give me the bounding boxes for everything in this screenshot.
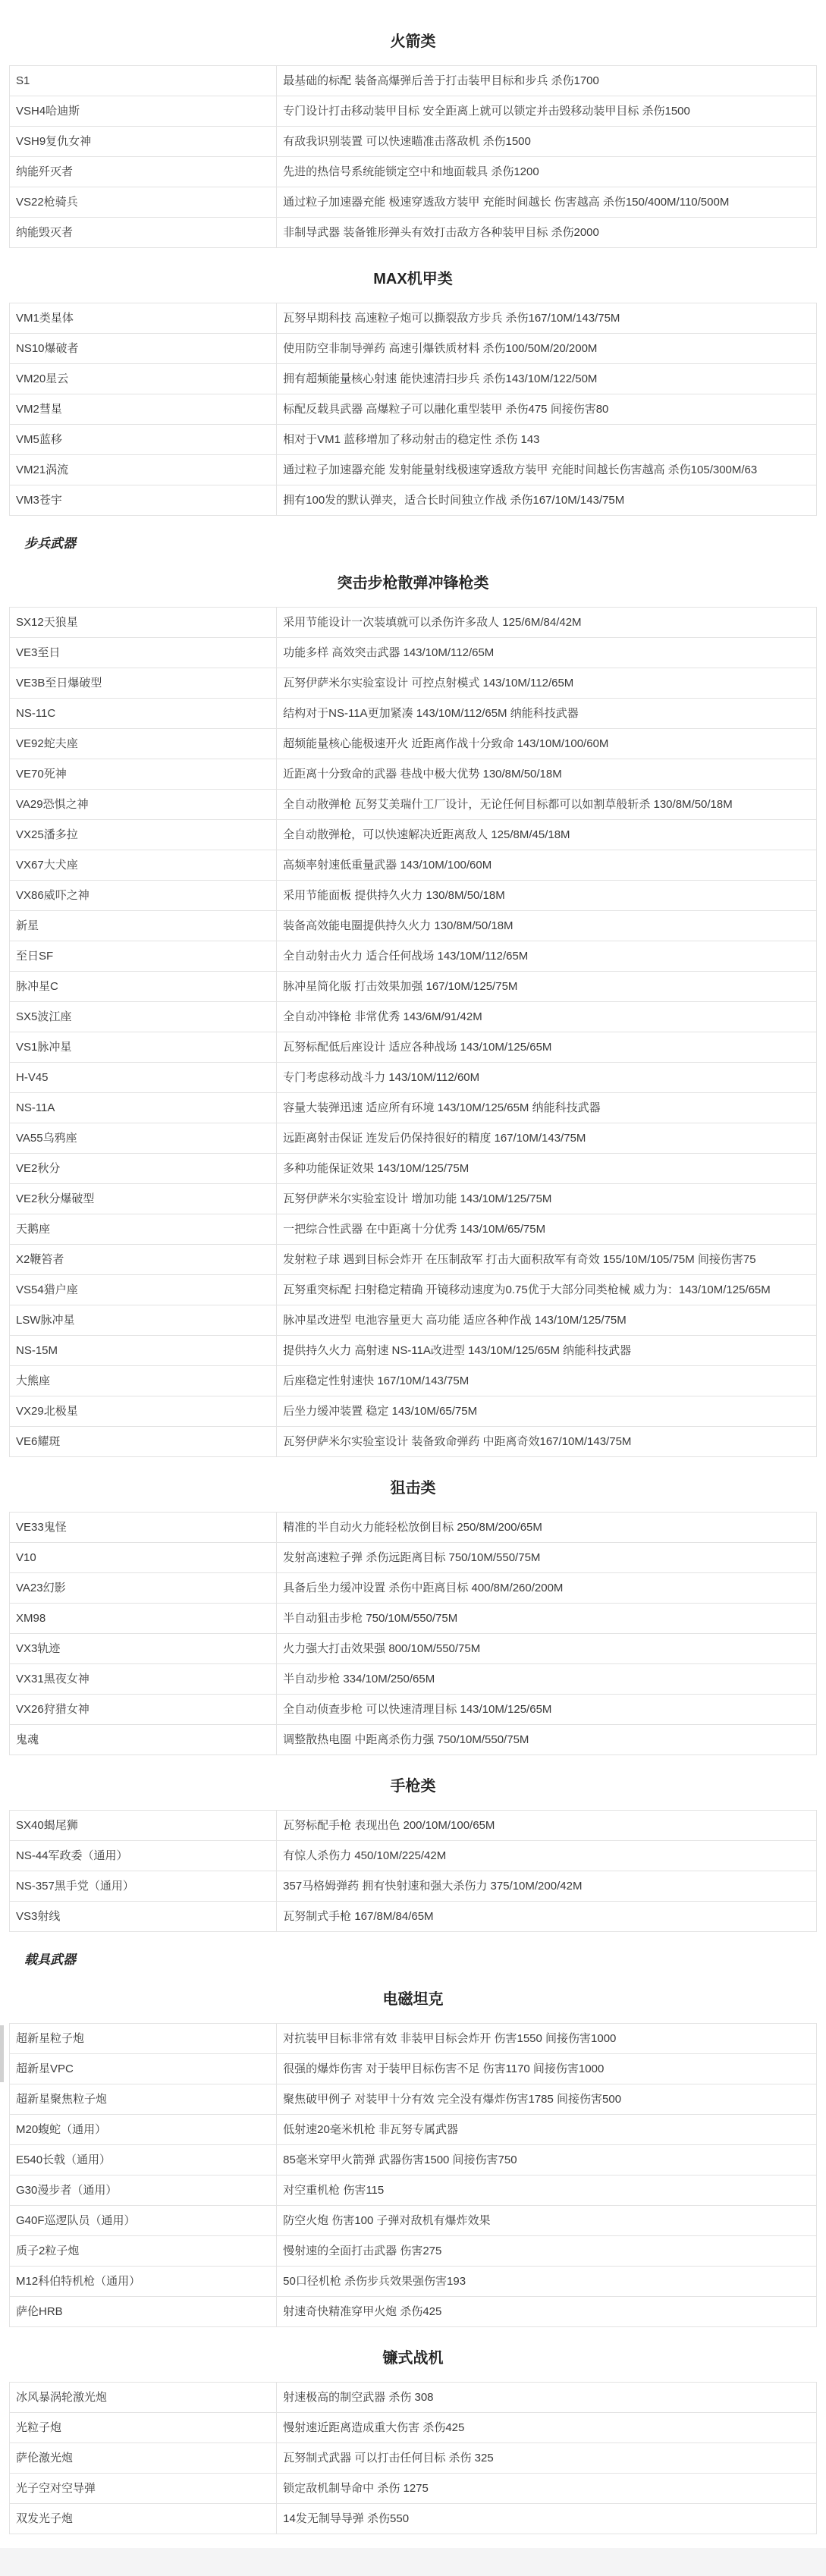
section-heading: 火箭类 <box>390 33 436 50</box>
weapon-desc-cell: 有惊人杀伤力 450/10M/225/42M <box>277 1841 817 1871</box>
weapon-name-cell: 天鹅座 <box>10 1214 277 1245</box>
weapon-name-cell: 冰风暴涡轮激光炮 <box>10 2383 277 2413</box>
weapon-desc-cell: 脉冲星改进型 电池容量更大 高功能 适应各种作战 143/10M/125/75M <box>277 1305 817 1336</box>
weapon-desc-cell: 具备后坐力缓冲设置 杀伤中距离目标 400/8M/260/200M <box>277 1573 817 1604</box>
weapon-desc-cell: 标配反载具武器 高爆粒子可以融化重型装甲 杀伤475 间接伤害80 <box>277 394 817 425</box>
weapon-desc-cell: 调整散热电圈 中距离杀伤力强 750/10M/550/75M <box>277 1725 817 1755</box>
table-row <box>10 2175 817 2206</box>
table-row <box>10 157 817 187</box>
table-row <box>10 638 817 668</box>
weapon-table <box>9 2023 817 2327</box>
table-row <box>10 881 817 911</box>
table-row <box>10 2474 817 2504</box>
table-row <box>10 790 817 820</box>
table-row <box>10 2267 817 2297</box>
weapon-name-cell: 超新星聚焦粒子炮 <box>10 2084 277 2115</box>
table-row <box>10 1245 817 1275</box>
weapon-name-cell: VS54猎户座 <box>10 1275 277 1305</box>
weapon-desc-cell: 发射粒子球 遇到目标会炸开 在压制敌军 打击大面积敌军有奇效 155/10M/105/75M 间接伤害75 <box>277 1245 817 1275</box>
table-row <box>10 820 817 850</box>
weapon-desc-cell: 瓦努重突标配 扫射稳定精确 开镜移动速度为0.75优于大部分同类枪械 威力为：143/10M/125/65M <box>277 1275 817 1305</box>
weapon-name-cell: VS1脉冲星 <box>10 1032 277 1063</box>
table-row <box>10 1093 817 1123</box>
table-row <box>10 1902 817 1932</box>
weapon-name-cell: 质子2粒子炮 <box>10 2236 277 2267</box>
weapon-name-cell: NS-44军政委（通用） <box>10 1841 277 1871</box>
table-row <box>10 2206 817 2236</box>
weapon-name-cell: 纳能歼灭者 <box>10 157 277 187</box>
weapon-desc-cell: 低射速20毫米机枪 非瓦努专属武器 <box>277 2115 817 2145</box>
table-row <box>10 1871 817 1902</box>
weapon-name-cell: NS-11A <box>10 1093 277 1123</box>
weapon-desc-cell: 使用防空非制导弹药 高速引爆铁质材料 杀伤100/50M/20/200M <box>277 334 817 364</box>
weapon-desc-cell: 超频能量核心能极速开火 近距离作战十分致命 143/10M/100/60M <box>277 729 817 759</box>
table-row <box>10 1123 817 1154</box>
weapon-name-cell: S1 <box>10 66 277 96</box>
weapon-desc-cell: 脉冲星简化版 打击效果加强 167/10M/125/75M <box>277 972 817 1002</box>
table-row <box>10 187 817 218</box>
weapon-name-cell: VE3B至日爆破型 <box>10 668 277 699</box>
table-row <box>10 1184 817 1214</box>
weapon-desc-cell: 拥有超频能量核心射速 能快速清扫步兵 杀伤143/10M/122/50M <box>277 364 817 394</box>
section-heading: 突击步枪散弹冲锋枪类 <box>337 575 489 592</box>
weapon-desc-cell: 有敌我识别装置 可以快速瞄准击落敌机 杀伤1500 <box>277 127 817 157</box>
weapon-name-cell: 光子空对空导弹 <box>10 2474 277 2504</box>
weapon-name-cell: VX26狩猎女神 <box>10 1695 277 1725</box>
weapon-desc-cell: 非制导武器 装备锥形弹头有效打击敌方各种装甲目标 杀伤2000 <box>277 218 817 248</box>
table-row <box>10 2504 817 2534</box>
table-row <box>10 608 817 638</box>
table-row <box>10 1604 817 1634</box>
weapon-name-cell: VE6耀斑 <box>10 1427 277 1457</box>
weapon-name-cell: VX25潘多拉 <box>10 820 277 850</box>
weapon-name-cell: E540长戟（通用） <box>10 2145 277 2175</box>
table-row <box>10 2297 817 2327</box>
table-row <box>10 1366 817 1396</box>
table-row <box>10 1032 817 1063</box>
weapon-name-cell: M20蝮蛇（通用） <box>10 2115 277 2145</box>
table-row <box>10 425 817 455</box>
weapon-desc-cell: 通过粒子加速器充能 发射能量射线极速穿透敌方装甲 充能时间越长伤害越高 杀伤105/300M/63 <box>277 455 817 485</box>
table-row <box>10 2383 817 2413</box>
weapon-name-cell: VE2秋分爆破型 <box>10 1184 277 1214</box>
table-row <box>10 699 817 729</box>
table-row <box>10 96 817 127</box>
scrollbar-fragment[interactable] <box>0 2025 4 2082</box>
weapon-name-cell: 双发光子炮 <box>10 2504 277 2534</box>
weapon-name-cell: NS10爆破者 <box>10 334 277 364</box>
section-heading: 镰式战机 <box>382 2350 444 2367</box>
weapon-name-cell: 大熊座 <box>10 1366 277 1396</box>
weapon-desc-cell: 357马格姆弹药 拥有快射速和强大杀伤力 375/10M/200/42M <box>277 1871 817 1902</box>
weapon-desc-cell: 锁定敌机制导命中 杀伤 1275 <box>277 2474 817 2504</box>
weapon-name-cell: V10 <box>10 1543 277 1573</box>
table-row <box>10 1811 817 1841</box>
table-row <box>10 394 817 425</box>
section-side-label: 载具武器 <box>24 1952 76 1967</box>
table-row <box>10 2443 817 2474</box>
weapon-desc-cell: 85毫米穿甲火箭弹 武器伤害1500 间接伤害750 <box>277 2145 817 2175</box>
weapon-name-cell: VA29恐惧之神 <box>10 790 277 820</box>
table-row <box>10 1664 817 1695</box>
weapon-name-cell: VSH9复仇女神 <box>10 127 277 157</box>
weapon-desc-cell: 全自动散弹枪，可以快速解决近距离敌人 125/8M/45/18M <box>277 820 817 850</box>
weapon-desc-cell: 聚焦破甲例子 对装甲十分有效 完全没有爆炸伤害1785 间接伤害500 <box>277 2084 817 2115</box>
weapon-desc-cell: 采用节能面板 提供持久火力 130/8M/50/18M <box>277 881 817 911</box>
weapon-desc-cell: 火力强大打击效果强 800/10M/550/75M <box>277 1634 817 1664</box>
table-row <box>10 2024 817 2054</box>
table-row <box>10 2115 817 2145</box>
weapon-table <box>9 1512 817 1755</box>
weapon-desc-cell: 半自动步枪 334/10M/250/65M <box>277 1664 817 1695</box>
table-row <box>10 364 817 394</box>
weapon-name-cell: XM98 <box>10 1604 277 1634</box>
weapon-desc-cell: 近距离十分致命的武器 巷战中极大优势 130/8M/50/18M <box>277 759 817 790</box>
weapon-desc-cell: 瓦努早期科技 高速粒子炮可以撕裂敌方步兵 杀伤167/10M/143/75M <box>277 303 817 334</box>
table-row <box>10 1427 817 1457</box>
weapon-desc-cell: 瓦努伊萨米尔实验室设计 可控点射模式 143/10M/112/65M <box>277 668 817 699</box>
table-row <box>10 1305 817 1336</box>
weapon-table <box>9 303 817 516</box>
weapon-name-cell: VM1类星体 <box>10 303 277 334</box>
weapon-name-cell: 超新星粒子炮 <box>10 2024 277 2054</box>
weapon-name-cell: VS3射线 <box>10 1902 277 1932</box>
weapon-name-cell: 萨伦HRB <box>10 2297 277 2327</box>
weapon-name-cell: 新星 <box>10 911 277 941</box>
table-row <box>10 1154 817 1184</box>
weapon-name-cell: 光粒子炮 <box>10 2413 277 2443</box>
weapon-name-cell: 超新星VPC <box>10 2054 277 2084</box>
section-heading: 手枪类 <box>390 1778 436 1795</box>
weapon-name-cell: G40F巡逻队员（通用） <box>10 2206 277 2236</box>
weapon-name-cell: VX67大犬座 <box>10 850 277 881</box>
table-row <box>10 1573 817 1604</box>
weapon-desc-cell: 全自动射击火力 适合任何战场 143/10M/112/65M <box>277 941 817 972</box>
table-row <box>10 2054 817 2084</box>
weapon-desc-cell: 14发无制导导弹 杀伤550 <box>277 2504 817 2534</box>
table-row <box>10 127 817 157</box>
weapon-table <box>9 2382 817 2534</box>
weapon-name-cell: SX40蝎尾狮 <box>10 1811 277 1841</box>
weapon-name-cell: VM3苍宇 <box>10 485 277 516</box>
table-row <box>10 485 817 516</box>
weapon-desc-cell: 通过粒子加速器充能 极速穿透敌方装甲 充能时间越长 伤害越高 杀伤150/400M/110/500M <box>277 187 817 218</box>
weapon-desc-cell: 一把综合性武器 在中距离十分优秀 143/10M/65/75M <box>277 1214 817 1245</box>
weapon-name-cell: SX12天狼星 <box>10 608 277 638</box>
weapon-desc-cell: 射速奇快精准穿甲火炮 杀伤425 <box>277 2297 817 2327</box>
table-row <box>10 1214 817 1245</box>
weapon-desc-cell: 先进的热信号系统能锁定空中和地面载具 杀伤1200 <box>277 157 817 187</box>
table-row <box>10 668 817 699</box>
table-row <box>10 303 817 334</box>
weapon-name-cell: VX86威吓之神 <box>10 881 277 911</box>
weapon-name-cell: VE33鬼怪 <box>10 1513 277 1543</box>
weapon-desc-cell: 瓦努标配低后座设计 适应各种战场 143/10M/125/65M <box>277 1032 817 1063</box>
weapon-desc-cell: 专门考虑移动战斗力 143/10M/112/60M <box>277 1063 817 1093</box>
weapon-name-cell: VM2彗星 <box>10 394 277 425</box>
weapon-desc-cell: 远距离射击保证 连发后仍保持很好的精度 167/10M/143/75M <box>277 1123 817 1154</box>
weapon-name-cell: VS22枪骑兵 <box>10 187 277 218</box>
weapon-desc-cell: 瓦努制式手枪 167/8M/84/65M <box>277 1902 817 1932</box>
table-row <box>10 759 817 790</box>
weapon-table <box>9 65 817 248</box>
weapon-desc-cell: 全自动侦查步枪 可以快速清理目标 143/10M/125/65M <box>277 1695 817 1725</box>
table-row <box>10 1841 817 1871</box>
weapon-name-cell: VE92蛇夫座 <box>10 729 277 759</box>
weapon-desc-cell: 瓦努制式武器 可以打击任何目标 杀伤 325 <box>277 2443 817 2474</box>
weapon-name-cell: 纳能毁灭者 <box>10 218 277 248</box>
weapon-desc-cell: 半自动狙击步枪 750/10M/550/75M <box>277 1604 817 1634</box>
weapon-name-cell: X2鞭笞者 <box>10 1245 277 1275</box>
table-row <box>10 1513 817 1543</box>
table-row <box>10 941 817 972</box>
weapon-desc-cell: 最基础的标配 装备高爆弹后善于打击装甲目标和步兵 杀伤1700 <box>277 66 817 96</box>
weapon-name-cell: 鬼魂 <box>10 1725 277 1755</box>
weapon-desc-cell: 相对于VM1 蓝移增加了移动射击的稳定性 杀伤 143 <box>277 425 817 455</box>
weapon-name-cell: VE2秋分 <box>10 1154 277 1184</box>
section-heading: 电磁坦克 <box>382 1991 444 2008</box>
table-row <box>10 2084 817 2115</box>
table-row <box>10 1275 817 1305</box>
weapon-name-cell: VM20星云 <box>10 364 277 394</box>
table-row <box>10 1002 817 1032</box>
weapon-desc-cell: 结构对于NS-11A更加紧凑 143/10M/112/65M 纳能科技武器 <box>277 699 817 729</box>
table-row <box>10 334 817 364</box>
weapon-table <box>9 1810 817 1932</box>
weapon-name-cell: M12科伯特机枪（通用） <box>10 2267 277 2297</box>
section-heading: 狙击类 <box>390 1480 436 1497</box>
table-row <box>10 1396 817 1427</box>
table-row <box>10 66 817 96</box>
weapon-name-cell: H-V45 <box>10 1063 277 1093</box>
weapon-desc-cell: 后坐力缓冲装置 稳定 143/10M/65/75M <box>277 1396 817 1427</box>
weapon-desc-cell: 慢射速的全面打击武器 伤害275 <box>277 2236 817 2267</box>
weapon-name-cell: VE70死神 <box>10 759 277 790</box>
weapon-name-cell: NS-15M <box>10 1336 277 1366</box>
weapon-name-cell: VX31黑夜女神 <box>10 1664 277 1695</box>
weapon-name-cell: VA55乌鸦座 <box>10 1123 277 1154</box>
section-heading: MAX机甲类 <box>373 271 453 287</box>
table-row <box>10 911 817 941</box>
table-row <box>10 850 817 881</box>
weapon-desc-cell: 发射高速粒子弹 杀伤远距离目标 750/10M/550/75M <box>277 1543 817 1573</box>
weapon-name-cell: VE3至日 <box>10 638 277 668</box>
table-row <box>10 218 817 248</box>
weapon-desc-cell: 瓦努标配手枪 表现出色 200/10M/100/65M <box>277 1811 817 1841</box>
table-row <box>10 1695 817 1725</box>
weapon-name-cell: LSW脉冲星 <box>10 1305 277 1336</box>
weapon-name-cell: VM21涡流 <box>10 455 277 485</box>
weapon-desc-cell: 精准的半自动火力能轻松放倒目标 250/8M/200/65M <box>277 1513 817 1543</box>
table-row <box>10 2145 817 2175</box>
weapon-desc-cell: 防空火炮 伤害100 子弹对敌机有爆炸效果 <box>277 2206 817 2236</box>
weapon-desc-cell: 全自动冲锋枪 非常优秀 143/6M/91/42M <box>277 1002 817 1032</box>
table-row <box>10 729 817 759</box>
weapon-desc-cell: 对抗装甲目标非常有效 非装甲目标会炸开 伤害1550 间接伤害1000 <box>277 2024 817 2054</box>
table-row <box>10 455 817 485</box>
weapon-desc-cell: 采用节能设计一次装填就可以杀伤许多敌人 125/6M/84/42M <box>277 608 817 638</box>
weapon-desc-cell: 功能多样 高效突击武器 143/10M/112/65M <box>277 638 817 668</box>
weapon-desc-cell: 装备高效能电圈提供持久火力 130/8M/50/18M <box>277 911 817 941</box>
weapon-desc-cell: 瓦努伊萨米尔实验室设计 增加功能 143/10M/125/75M <box>277 1184 817 1214</box>
weapon-desc-cell: 全自动散弹枪 瓦努艾美瑞什工厂设计，无论任何目标都可以如割草般斩杀 130/8M/50/18M <box>277 790 817 820</box>
weapon-name-cell: VM5蓝移 <box>10 425 277 455</box>
table-row <box>10 2236 817 2267</box>
weapon-desc-cell: 容量大装弹迅速 适应所有环境 143/10M/125/65M 纳能科技武器 <box>277 1093 817 1123</box>
weapon-name-cell: VX3轨迹 <box>10 1634 277 1664</box>
table-row <box>10 1725 817 1755</box>
weapon-desc-cell: 拥有100发的默认弹夹，适合长时间独立作战 杀伤167/10M/143/75M <box>277 485 817 516</box>
weapon-name-cell: G30漫步者（通用） <box>10 2175 277 2206</box>
weapon-table <box>9 607 817 1457</box>
section-side-label: 步兵武器 <box>24 536 76 551</box>
weapon-name-cell: VX29北极星 <box>10 1396 277 1427</box>
weapon-name-cell: 脉冲星C <box>10 972 277 1002</box>
page-footer-band <box>0 2548 826 2576</box>
weapon-desc-cell: 很强的爆炸伤害 对于装甲目标伤害不足 伤害1170 间接伤害1000 <box>277 2054 817 2084</box>
weapon-name-cell: VA23幻影 <box>10 1573 277 1604</box>
weapon-desc-cell: 瓦努伊萨米尔实验室设计 装备致命弹药 中距离奇效167/10M/143/75M <box>277 1427 817 1457</box>
table-row <box>10 1543 817 1573</box>
weapon-desc-cell: 后座稳定性射速快 167/10M/143/75M <box>277 1366 817 1396</box>
weapon-desc-cell: 射速极高的制空武器 杀伤 308 <box>277 2383 817 2413</box>
table-row <box>10 1336 817 1366</box>
weapon-desc-cell: 慢射速近距离造成重大伤害 杀伤425 <box>277 2413 817 2443</box>
table-row <box>10 972 817 1002</box>
weapon-desc-cell: 提供持久火力 高射速 NS-11A改进型 143/10M/125/65M 纳能科技武器 <box>277 1336 817 1366</box>
weapon-desc-cell: 专门设计打击移动装甲目标 安全距离上就可以锁定并击毁移动装甲目标 杀伤1500 <box>277 96 817 127</box>
weapon-name-cell: SX5波江座 <box>10 1002 277 1032</box>
table-row <box>10 1634 817 1664</box>
weapon-name-cell: VSH4哈迪斯 <box>10 96 277 127</box>
table-row <box>10 1063 817 1093</box>
weapon-desc-cell: 高频率射速低重量武器 143/10M/100/60M <box>277 850 817 881</box>
weapon-desc-cell: 多种功能保证效果 143/10M/125/75M <box>277 1154 817 1184</box>
weapon-name-cell: NS-11C <box>10 699 277 729</box>
weapon-desc-cell: 50口径机枪 杀伤步兵效果强伤害193 <box>277 2267 817 2297</box>
weapon-desc-cell: 对空重机枪 伤害115 <box>277 2175 817 2206</box>
weapon-name-cell: NS-357黑手党（通用） <box>10 1871 277 1902</box>
table-row <box>10 2413 817 2443</box>
weapon-name-cell: 至日SF <box>10 941 277 972</box>
weapon-name-cell: 萨伦激光炮 <box>10 2443 277 2474</box>
